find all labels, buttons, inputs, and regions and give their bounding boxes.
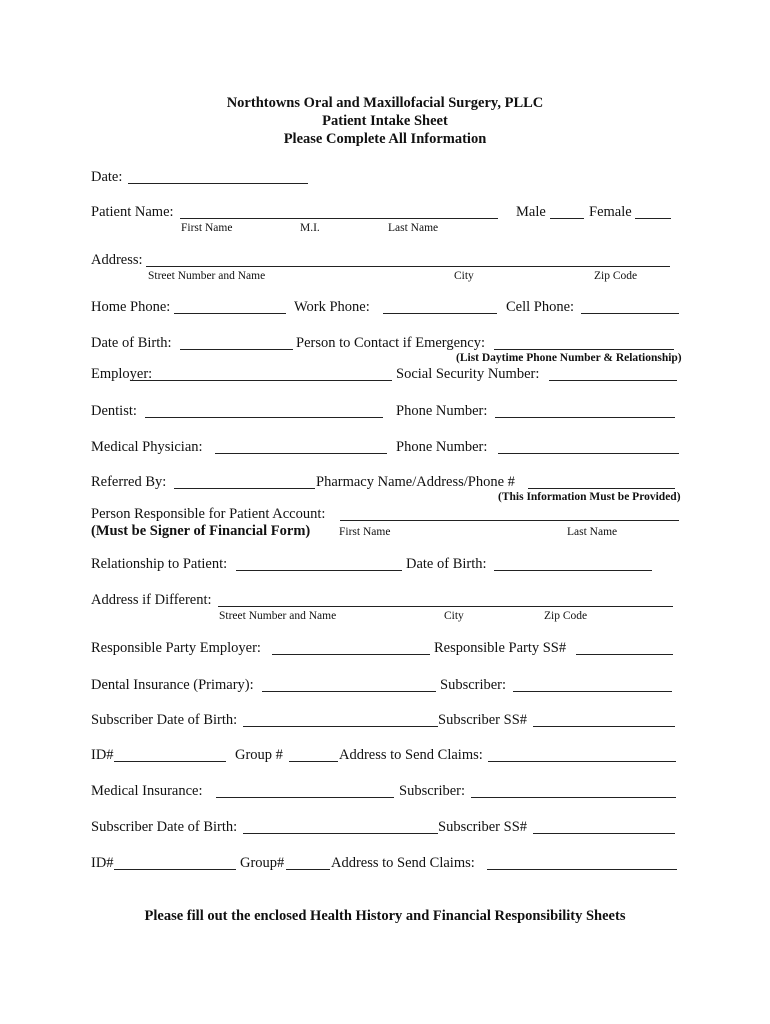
alt-city-caption: City <box>444 610 464 622</box>
dental-sub-dob-label: Subscriber Date of Birth: <box>91 712 238 728</box>
relationship-field[interactable] <box>236 570 402 571</box>
medical-subscriber-field[interactable] <box>471 797 676 798</box>
date-field[interactable] <box>128 183 308 184</box>
signer-note: (Must be Signer of Financial Form) <box>91 523 311 539</box>
address-label: Address: <box>91 252 143 268</box>
emergency-contact-label: Person to Contact if Emergency: <box>296 335 485 351</box>
mi-caption: M.I. <box>300 222 320 234</box>
medical-subscriber-label: Subscriber: <box>399 783 466 799</box>
alt-street-caption: Street Number and Name <box>219 610 337 622</box>
form-title: Patient Intake Sheet <box>322 113 448 129</box>
medical-claims-field[interactable] <box>487 869 677 870</box>
cell-phone-label: Cell Phone: <box>506 299 575 315</box>
dental-group-field[interactable] <box>289 761 338 762</box>
home-phone-label: Home Phone: <box>91 299 171 315</box>
pharmacy-label: Pharmacy Name/Address/Phone # <box>316 474 515 490</box>
zip-caption: Zip Code <box>594 270 638 282</box>
responsible-dob-field[interactable] <box>494 570 652 571</box>
referred-by-label: Referred By: <box>91 474 167 490</box>
alt-address-field[interactable] <box>218 606 673 607</box>
medical-insurance-field[interactable] <box>216 797 394 798</box>
first-name-caption: First Name <box>181 222 233 234</box>
female-label: Female <box>589 204 632 220</box>
dentist-phone-field[interactable] <box>495 417 675 418</box>
medical-id-label: ID# <box>91 855 114 871</box>
medical-sub-ss-field[interactable] <box>533 833 675 834</box>
physician-phone-field[interactable] <box>498 453 679 454</box>
referred-by-field[interactable] <box>174 488 315 489</box>
dental-subscriber-field[interactable] <box>513 691 672 692</box>
medical-sub-dob-label: Subscriber Date of Birth: <box>91 819 238 835</box>
medical-sub-dob-field[interactable] <box>243 833 438 834</box>
last-name-caption: Last Name <box>388 222 439 234</box>
employer-label: Employer: <box>91 366 153 382</box>
relationship-label: Relationship to Patient: <box>91 556 228 572</box>
male-label: Male <box>516 204 546 220</box>
ssn-label: Social Security Number: <box>396 366 540 382</box>
dental-group-label: Group # <box>235 747 283 763</box>
home-phone-field[interactable] <box>174 313 286 314</box>
footer-note: Please fill out the enclosed Health History and Financial Responsibility Sheets <box>144 908 626 924</box>
ssn-field[interactable] <box>549 380 677 381</box>
physician-field[interactable] <box>215 453 387 454</box>
employer-field[interactable] <box>130 380 392 381</box>
dental-claims-label: Address to Send Claims: <box>339 747 483 763</box>
cell-phone-field[interactable] <box>581 313 679 314</box>
medical-claims-label: Address to Send Claims: <box>331 855 475 871</box>
dob-label: Date of Birth: <box>91 335 172 351</box>
practice-name: Northtowns Oral and Maxillofacial Surgery, PLLC <box>226 95 544 111</box>
dental-sub-dob-field[interactable] <box>243 726 438 727</box>
dental-claims-field[interactable] <box>488 761 676 762</box>
alt-address-label: Address if Different: <box>91 592 212 608</box>
dental-id-label: ID# <box>91 747 114 763</box>
dentist-phone-label: Phone Number: <box>396 403 488 419</box>
responsible-person-field[interactable] <box>340 520 679 521</box>
city-caption: City <box>454 270 474 282</box>
responsible-first-name-caption: First Name <box>339 526 391 538</box>
pharmacy-field[interactable] <box>528 488 675 489</box>
responsible-last-name-caption: Last Name <box>567 526 618 538</box>
street-caption: Street Number and Name <box>148 270 266 282</box>
work-phone-label: Work Phone: <box>294 299 370 315</box>
dental-sub-ss-label: Subscriber SS# <box>438 712 528 728</box>
dental-id-field[interactable] <box>114 761 226 762</box>
resp-ss-field[interactable] <box>576 654 673 655</box>
dental-sub-ss-field[interactable] <box>533 726 675 727</box>
physician-phone-label: Phone Number: <box>396 439 488 455</box>
female-field[interactable] <box>635 218 671 219</box>
alt-zip-caption: Zip Code <box>544 610 588 622</box>
address-field[interactable] <box>146 266 670 267</box>
dental-insurance-field[interactable] <box>262 691 436 692</box>
dentist-label: Dentist: <box>91 403 137 419</box>
dental-subscriber-label: Subscriber: <box>440 677 507 693</box>
emergency-note: (List Daytime Phone Number & Relationship) <box>456 352 682 364</box>
responsible-person-label: Person Responsible for Patient Account: <box>91 506 326 522</box>
patient-name-label: Patient Name: <box>91 204 174 220</box>
dob-field[interactable] <box>180 349 293 350</box>
dental-insurance-label: Dental Insurance (Primary): <box>91 677 254 693</box>
medical-group-field[interactable] <box>286 869 330 870</box>
resp-employer-field[interactable] <box>272 654 430 655</box>
responsible-dob-label: Date of Birth: <box>406 556 487 572</box>
pharmacy-note: (This Information Must be Provided) <box>498 491 681 503</box>
work-phone-field[interactable] <box>383 313 497 314</box>
resp-ss-label: Responsible Party SS# <box>434 640 567 656</box>
medical-sub-ss-label: Subscriber SS# <box>438 819 528 835</box>
dentist-field[interactable] <box>145 417 383 418</box>
patient-name-field[interactable] <box>180 218 498 219</box>
resp-employer-label: Responsible Party Employer: <box>91 640 261 656</box>
medical-insurance-label: Medical Insurance: <box>91 783 203 799</box>
date-label: Date: <box>91 169 123 185</box>
form-instruction: Please Complete All Information <box>283 131 487 147</box>
medical-id-field[interactable] <box>114 869 236 870</box>
physician-label: Medical Physician: <box>91 439 203 455</box>
male-field[interactable] <box>550 218 584 219</box>
medical-group-label: Group# <box>240 855 285 871</box>
emergency-contact-field[interactable] <box>494 349 674 350</box>
